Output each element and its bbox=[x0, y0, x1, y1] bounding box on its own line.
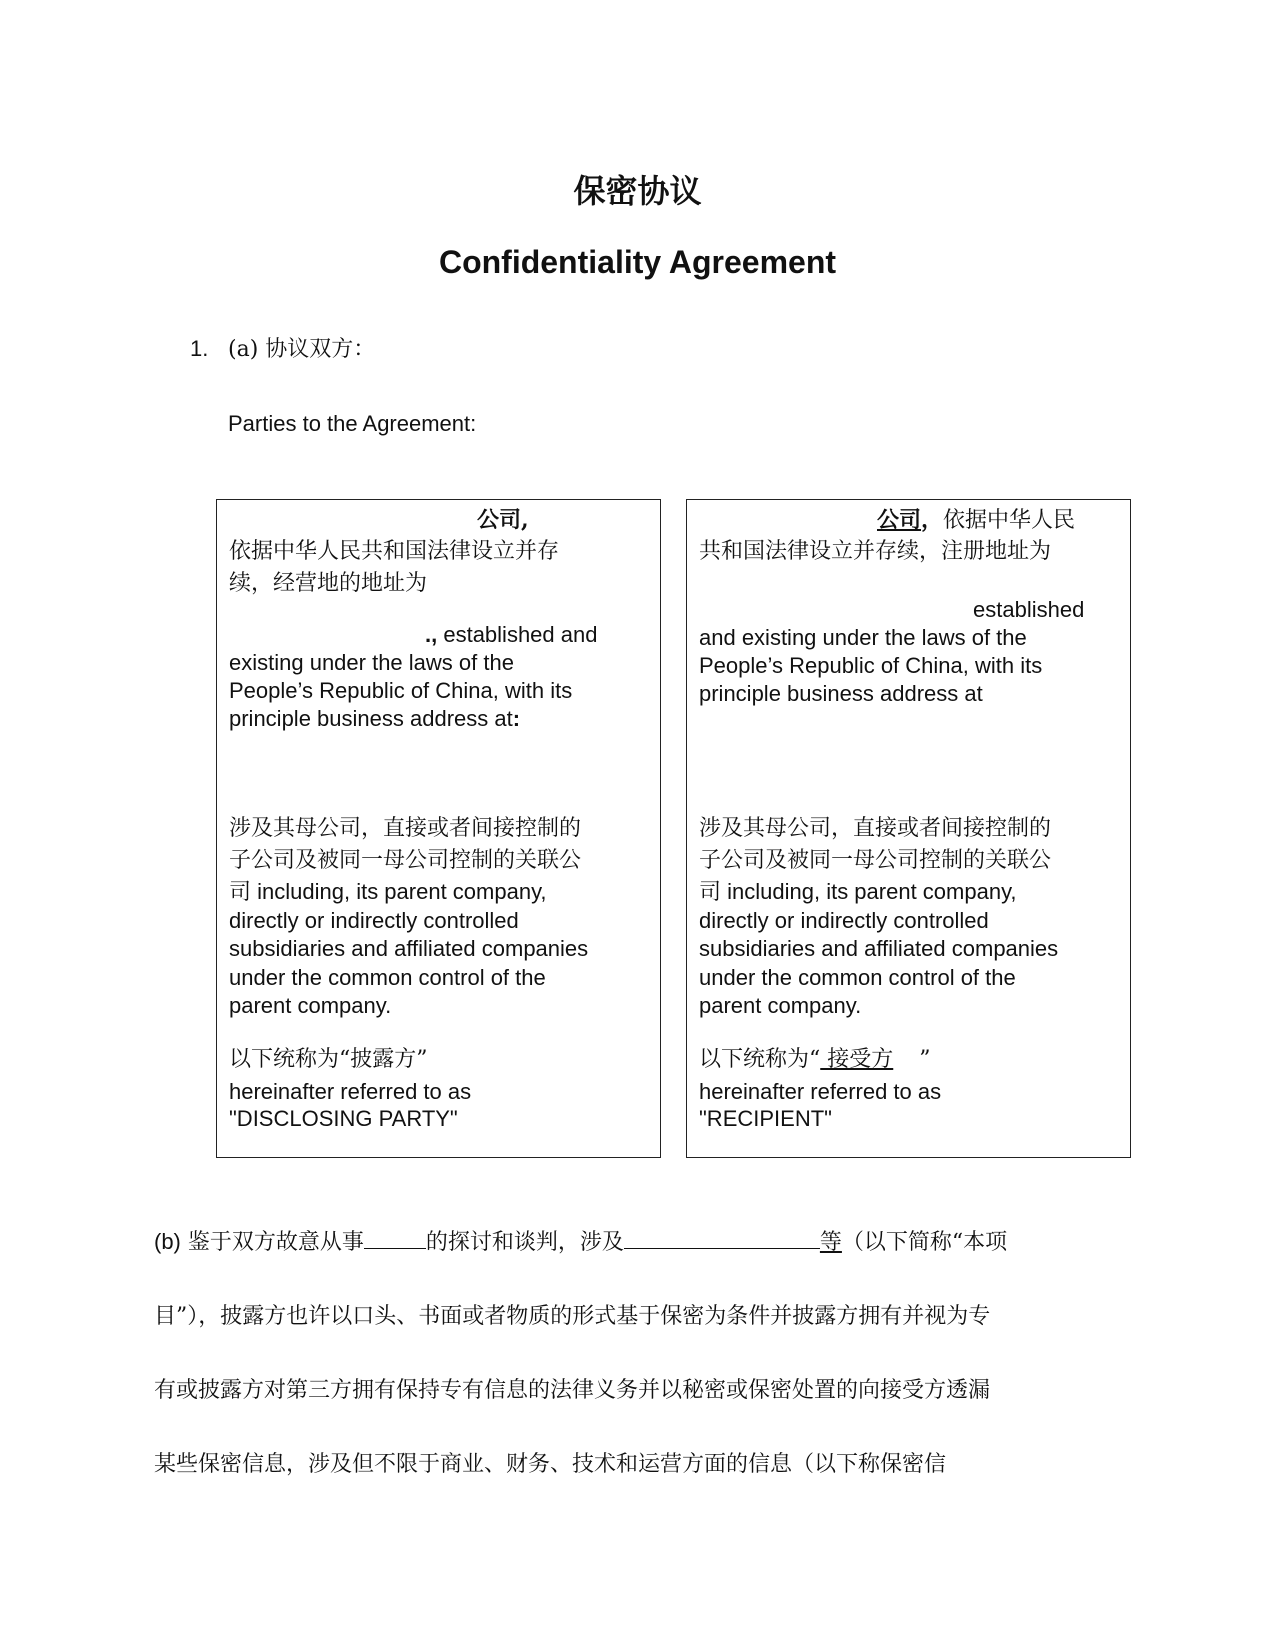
disclosing-colon: : bbox=[512, 706, 521, 731]
document-title-english: Confidentiality Agreement bbox=[438, 244, 837, 280]
disclosing-referred-zh: 以下统称为“披露方” bbox=[229, 1047, 428, 1072]
disclosing-established-en-line3: People’s Republic of China, with its bbox=[229, 678, 573, 703]
recipient-company-line bbox=[877, 504, 1122, 537]
disclosing-including-zh-line3: 司 bbox=[229, 880, 252, 905]
recipient-established-en-line4: principle business address at bbox=[699, 681, 983, 706]
clause-b-text-part2: 的探讨和谈判，涉及 bbox=[425, 1230, 624, 1255]
clause-b-text-part4: （以下简称“本项 bbox=[841, 1230, 1008, 1255]
disclosing-established-zh-line2: 续，经营地的地址为 bbox=[229, 571, 428, 596]
recipient-including-en-text: including, its parent company, bbox=[721, 879, 1017, 904]
blank-field-subject[interactable] bbox=[624, 1230, 820, 1249]
clause-b-text-part3: 等 bbox=[819, 1230, 842, 1255]
recipient-including-en-line5: parent company. bbox=[699, 993, 862, 1018]
recipient-referred-en-line1: hereinafter referred to as bbox=[699, 1079, 942, 1104]
clause-b-line1 bbox=[154, 1225, 1007, 1256]
disclosing-including-en-line3: subsidiaries and affiliated companies bbox=[229, 936, 589, 961]
disclosing-including-en-line5: parent company. bbox=[229, 993, 392, 1018]
recipient-referred-zh bbox=[699, 1044, 1122, 1076]
disclosing-party-designation: "DISCLOSING PARTY" bbox=[229, 1106, 458, 1131]
recipient-including-zh-line2: 子公司及被同一母公司控制的关联公 bbox=[699, 848, 1052, 873]
clause-b-text-part1: 鉴于双方故意从事 bbox=[180, 1230, 364, 1255]
recipient-comma: ， bbox=[921, 507, 944, 533]
disclosing-including-zh-line2: 子公司及被同一母公司控制的关联公 bbox=[229, 848, 582, 873]
disclosing-address-label: principle business address at bbox=[229, 706, 513, 731]
recipient-including-en-line3: subsidiaries and affiliated companies bbox=[699, 936, 1059, 961]
disclosing-including-en-line1 bbox=[229, 878, 652, 908]
disclosing-including-en-text: including, its parent company, bbox=[251, 879, 547, 904]
recipient-including-zh-line3: 司 bbox=[699, 880, 722, 905]
recipient-established-en-line1: established bbox=[973, 597, 1085, 622]
document-title-chinese: 保密协议 bbox=[573, 172, 702, 210]
recipient-referred-suffix: ” bbox=[919, 1047, 931, 1072]
clause-1a-label: (a) 协议双方： bbox=[228, 337, 376, 362]
disclosing-established-en-line2: existing under the laws of the bbox=[229, 650, 514, 675]
disclosing-punctuation: ., bbox=[425, 622, 438, 647]
clause-1a-heading bbox=[190, 332, 375, 363]
clause-b-line3: 有或披露方对第三方拥有保持专有信息的法律义务并以秘密或保密处置的向接受方透漏 bbox=[154, 1378, 991, 1403]
recipient-including-en-line2: directly or indirectly controlled bbox=[699, 908, 989, 933]
clause-number: 1. bbox=[190, 336, 209, 361]
recipient-including-zh-line1: 涉及其母公司，直接或者间接控制的 bbox=[699, 816, 1052, 841]
clause-b-line4: 某些保密信息，涉及但不限于商业、财务、技术和运营方面的信息（以下称保密信 bbox=[154, 1452, 947, 1477]
recipient-including-en-line1 bbox=[699, 878, 1122, 908]
disclosing-company-label: 公司, bbox=[477, 507, 529, 533]
recipient-including-en-line4: under the common control of the bbox=[699, 965, 1016, 990]
recipient-referred-name: 接受方 bbox=[820, 1047, 894, 1072]
recipient-established-zh-line2: 共和国法律设立并存续，注册地址为 bbox=[699, 539, 1052, 564]
recipient-designation: "RECIPIENT" bbox=[699, 1106, 832, 1131]
clause-b-label: (b) bbox=[154, 1229, 181, 1254]
clause-b-line2: 目”），披露方也许以口头、书面或者物质的形式基于保密为条件并披露方拥有并视为专 bbox=[154, 1304, 991, 1329]
recipient-established-en-line3: People’s Republic of China, with its bbox=[699, 653, 1043, 678]
disclosing-including-en-line2: directly or indirectly controlled bbox=[229, 908, 519, 933]
disclosing-referred-en-line1: hereinafter referred to as bbox=[229, 1079, 472, 1104]
recipient-box bbox=[686, 499, 1131, 1158]
recipient-established-zh-line1: 依据中华人民 bbox=[943, 508, 1076, 533]
disclosing-established-en-line4 bbox=[229, 705, 652, 734]
disclosing-party-box bbox=[216, 499, 661, 1158]
disclosing-including-en-line4: under the common control of the bbox=[229, 965, 546, 990]
recipient-established-en-line2: and existing under the laws of the bbox=[699, 625, 1027, 650]
parties-heading-english: Parties to the Agreement: bbox=[228, 411, 477, 436]
disclosing-established-zh-line1: 依据中华人民共和国法律设立并存 bbox=[229, 539, 560, 564]
disclosing-including-zh-line1: 涉及其母公司，直接或者间接控制的 bbox=[229, 816, 582, 841]
disclosing-established-en-line1 bbox=[425, 621, 652, 650]
blank-field-project-type[interactable] bbox=[364, 1230, 426, 1249]
recipient-referred-prefix: 以下统称为“ bbox=[699, 1047, 821, 1072]
recipient-company-label: 公司 bbox=[877, 507, 922, 533]
disclosing-established-en-text: established and bbox=[437, 622, 598, 647]
